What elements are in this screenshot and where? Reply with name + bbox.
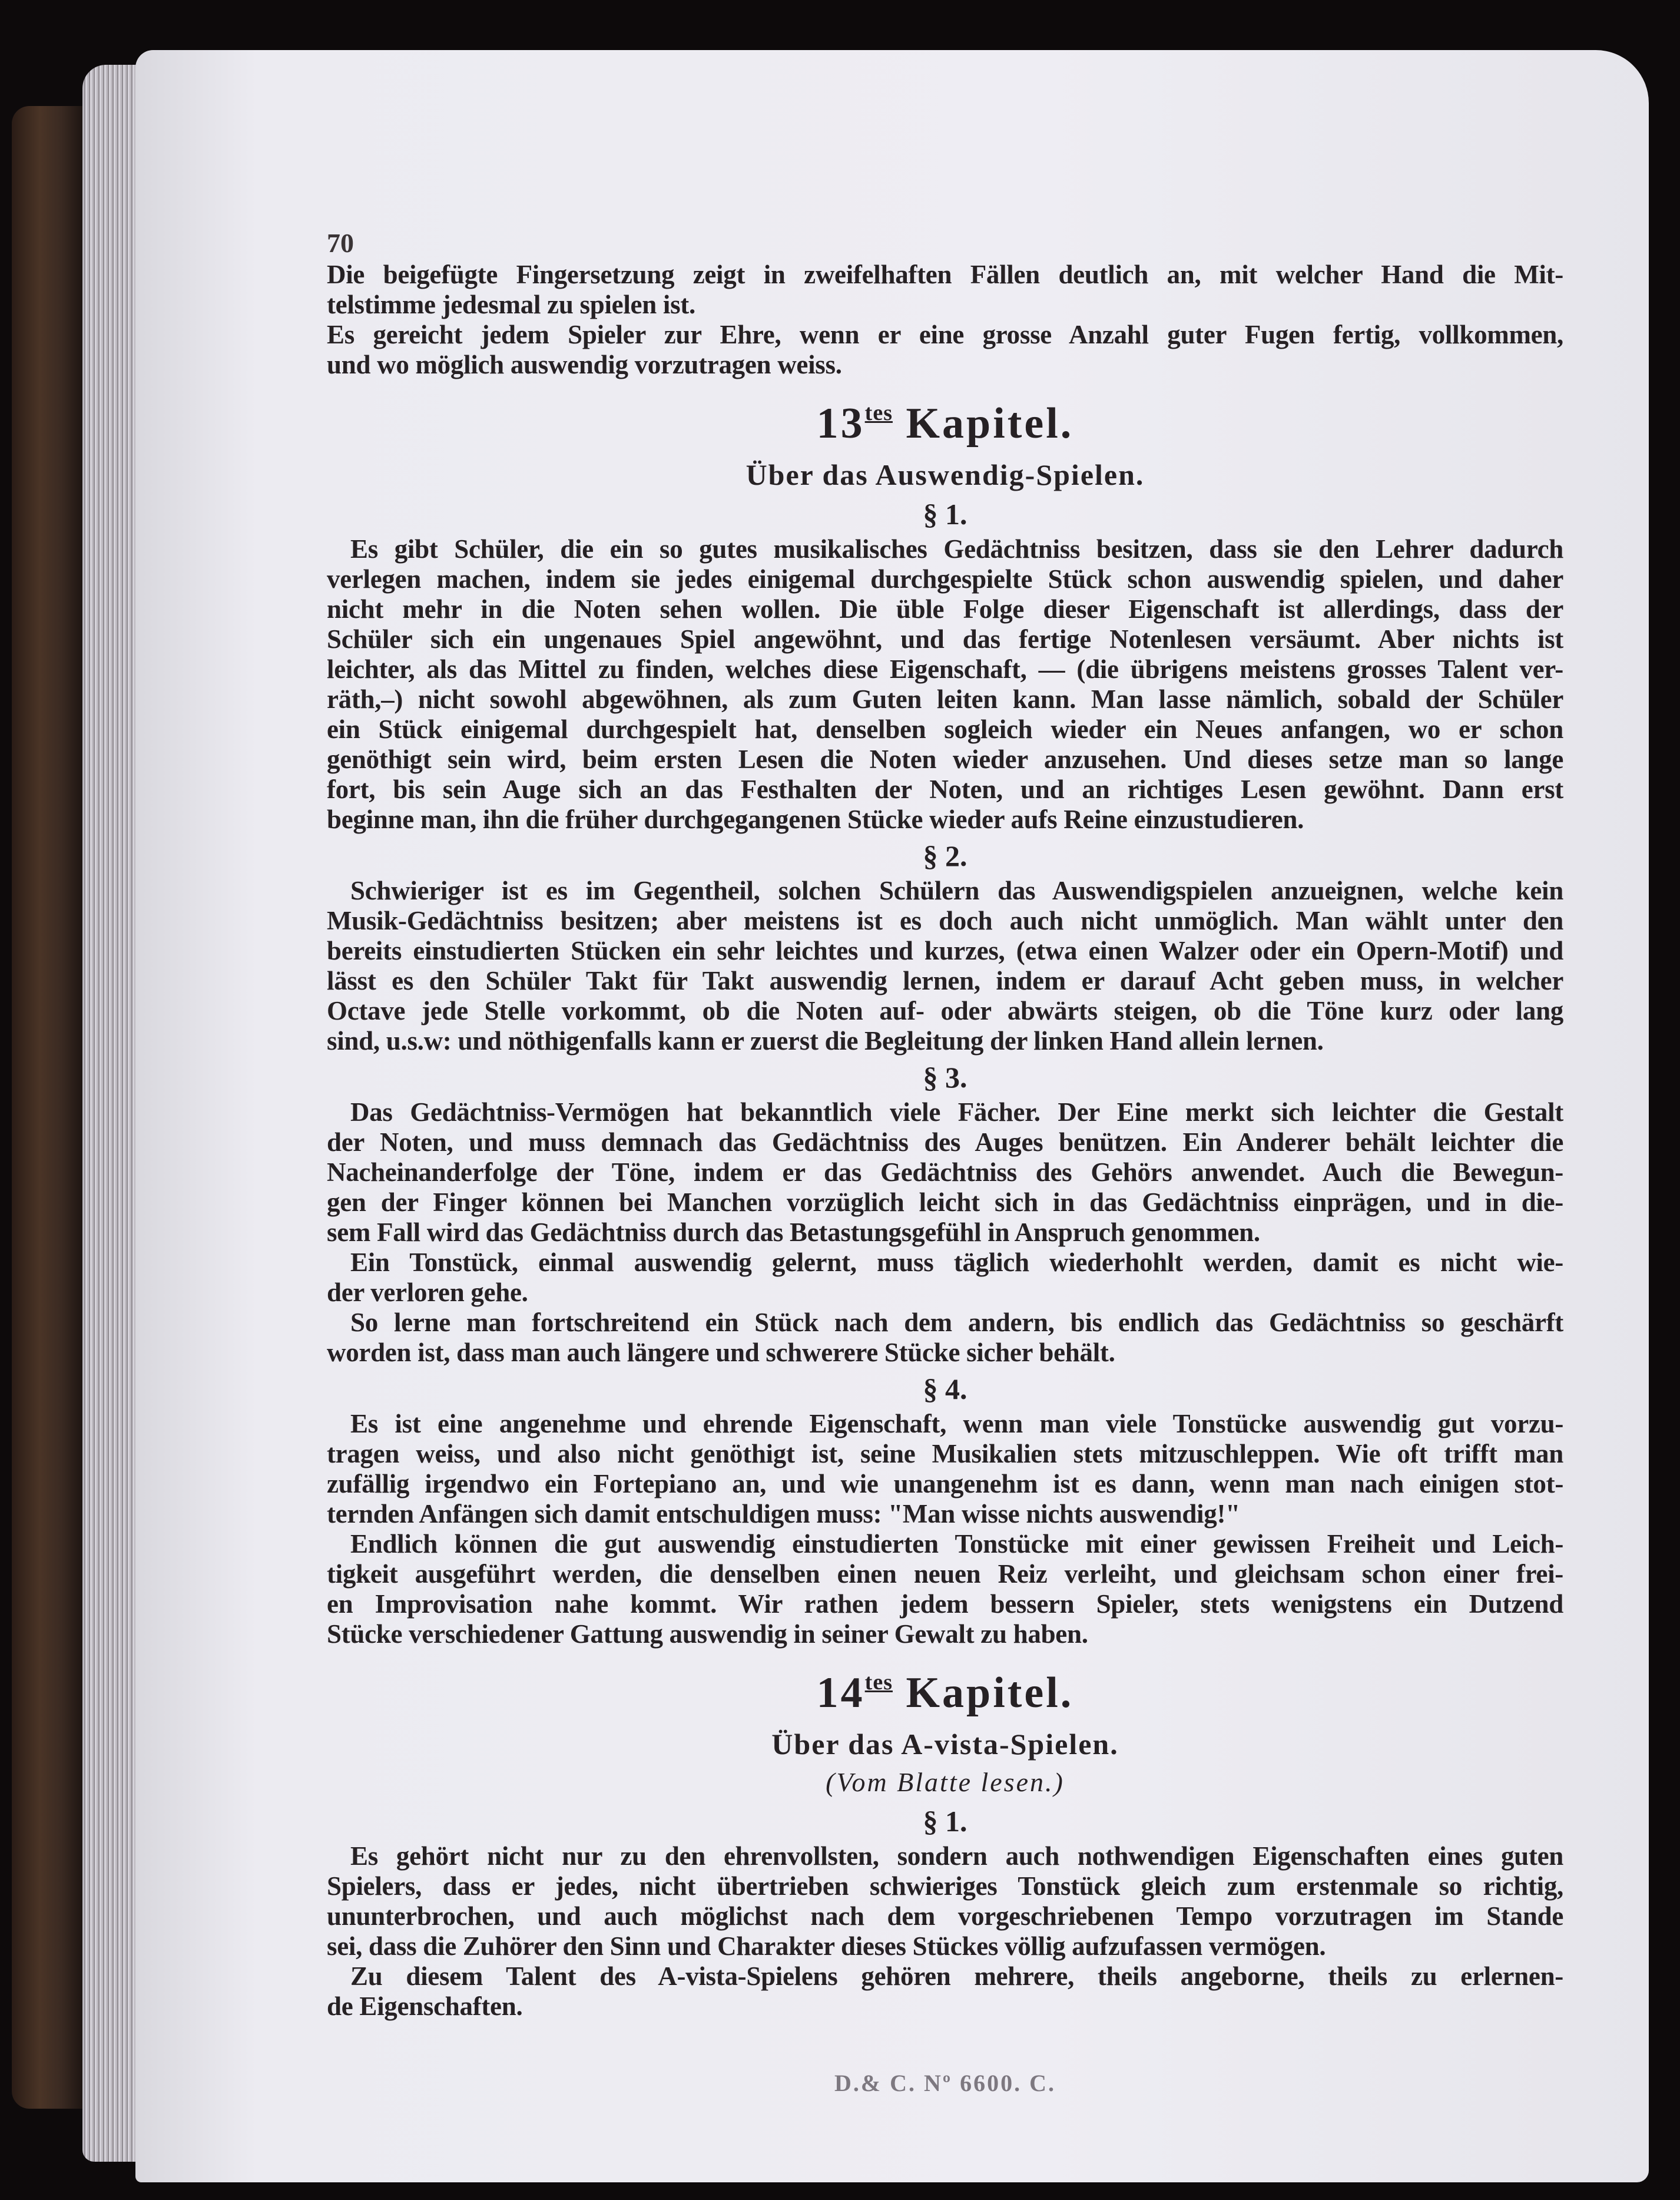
chapter-13-subtitle: Über das Auswendig-Spielen. <box>745 458 1145 491</box>
text-line: Stücke verschiedener Gattung auswendig in seiner Gewalt zu haben. <box>327 1619 1088 1649</box>
paragraph <box>327 1841 1563 1961</box>
text-line: Spielers, dass er jedes, nicht übertrieben schwieriges Tonstück gleich zum erstenmale so richtig, <box>327 1871 1563 1901</box>
chapter-title: Kapitel. <box>906 1669 1074 1717</box>
text-line: ununterbrochen, und auch möglichst nach dem vorgeschriebenen Tempo vorzutragen im Stande <box>327 1901 1563 1931</box>
text-line: der Noten, und muss demnach das Gedächtniss des Auges benützen. Ein Anderer behält leichter die <box>327 1127 1563 1157</box>
text-line: ternden Anfängen sich damit entschuldigen muss: "Man wisse nichts auswendig!" <box>327 1499 1240 1529</box>
section-label: § 1. <box>923 498 967 531</box>
text-line: sei, dass die Zuhörer den Sinn und Charakter dieses Stückes völlig aufzufassen vermögen. <box>327 1931 1326 1961</box>
text-line: Es gibt Schüler, die ein so gutes musikalisches Gedächtniss besitzen, dass sie den Lehrer dadurch <box>350 534 1563 564</box>
text-line: So lerne man fortschreitend ein Stück nach dem andern, bis endlich das Gedächtniss so geschärft <box>350 1308 1563 1337</box>
page-number: 70 <box>327 228 354 258</box>
text-line: Es gehört nicht nur zu den ehrenvollsten, sondern auch nothwendigen Eigenschaften eines guten <box>350 1841 1563 1871</box>
text-line: ein Stück einigemal durchgespielt hat, denselben sogleich wieder ein Neues anfangen, wo er schon <box>327 714 1563 744</box>
page-text <box>327 227 1563 2098</box>
section-label: § 2. <box>923 839 967 872</box>
paragraph <box>327 534 1563 835</box>
text-line: gen der Finger können bei Manchen vorzüglich leicht sich in das Gedächtniss einprägen, und in die- <box>327 1187 1563 1217</box>
text-line: sind, u.s.w: und nöthigenfalls kann er zuerst die Begleitung der linken Hand allein lernen. <box>327 1026 1324 1056</box>
section-label: § 3. <box>923 1061 967 1094</box>
text-line: Musik-Gedächtniss besitzen; aber meistens ist es doch auch nicht unmöglich. Man wählt unter den <box>327 906 1563 935</box>
text-line: bereits einstudierten Stücken ein sehr leichtes und kurzes, (etwa einen Walzer oder ein Opern-Motif) und <box>327 936 1563 965</box>
text-line: en Improvisation nahe kommt. Wir rathen jedem bessern Spieler, stets wenigstens ein Dutzend <box>327 1589 1563 1619</box>
text-line: lässt es den Schüler Takt für Takt auswendig lernen, indem er darauf Acht geben muss, in welcher <box>327 966 1563 995</box>
paragraph <box>327 1248 1563 1308</box>
paragraph <box>327 320 1563 380</box>
text-line: Zu diesem Talent des A-vista-Spielens gehören mehrere, theils angeborne, theils zu erlernen- <box>350 1961 1563 1991</box>
text-line: Nacheinanderfolge der Töne, indem er das Gedächtniss des Gehörs anwendet. Auch die Bewegun- <box>327 1157 1563 1187</box>
paragraph <box>327 1961 1563 2022</box>
text-line: fort, bis sein Auge sich an das Festhalten der Noten, und an richtiges Lesen gewöhnt. Dann erst <box>327 775 1563 804</box>
text-line: tragen weiss, und also nicht genöthigt ist, seine Musikalien stets mitzuschleppen. Wie oft trifft man <box>327 1439 1563 1468</box>
text-line: Octave jede Stelle vorkommt, ob die Noten auf- oder abwärts steigen, ob die Töne kurz oder lang <box>327 996 1563 1025</box>
text-line: worden ist, dass man auch längere und schwerere Stücke sicher behält. <box>327 1338 1115 1367</box>
text-line: verlegen machen, indem sie jedes einigemal durchgespielte Stück schon auswendig spielen, und daher <box>327 564 1563 594</box>
text-line: genöthigt sein wird, beim ersten Lesen die Noten wieder anzusehen. Und dieses setze man so lange <box>327 745 1563 774</box>
text-line: Schwieriger ist es im Gegentheil, solchen Schülern das Auswendigspielen anzueignen, welche kein <box>350 876 1563 905</box>
chapter-14-subtitle: Über das A-vista-Spielen. <box>771 1728 1119 1761</box>
text-line: beginne man, ihn die früher durchgegangenen Stücke wieder aufs Reine einzustudieren. <box>327 805 1304 834</box>
text-line: Ein Tonstück, einmal auswendig gelernt, muss täglich wiederhohlt werden, damit es nicht wie- <box>350 1248 1563 1277</box>
text-line: und wo möglich auswendig vorzutragen weiss. <box>327 350 842 379</box>
section-label: § 4. <box>923 1372 967 1405</box>
text-line: Die beigefügte Fingersetzung zeigt in zweifelhaften Fällen deutlich an, mit welcher Hand die Mit- <box>327 260 1563 289</box>
text-line: Das Gedächtniss-Vermögen hat bekanntlich viele Fächer. Der Eine merkt sich leichter die Gestalt <box>350 1097 1563 1127</box>
chapter-14-subsubtitle: (Vom Blatte lesen.) <box>826 1767 1065 1797</box>
text-line: nicht mehr in die Noten sehen wollen. Die üble Folge dieser Eigenschaft ist allerdings, dass der <box>327 594 1563 624</box>
chapter-suffix: tes <box>864 1670 893 1695</box>
text-line: leichter, als das Mittel zu finden, welches diese Eigenschaft, — (die übrigens meistens grosses Talent ver- <box>327 654 1563 684</box>
text-line: Endlich können die gut auswendig einstudierten Tonstücke mit einer gewissen Freiheit und Leich- <box>350 1529 1563 1559</box>
intro-block <box>327 260 1563 380</box>
plate-number: D.& C. Nº 6600. C. <box>834 2070 1056 2096</box>
paragraph <box>327 1097 1563 1248</box>
chapter-13-body <box>327 497 1563 1649</box>
chapter-13-heading <box>327 394 1563 453</box>
chapter-14-body <box>327 1804 1563 2022</box>
text-line: tigkeit ausgeführt werden, die denselben einen neuen Reiz verleiht, und gleichsam schon einer frei- <box>327 1559 1563 1589</box>
chapter-suffix: tes <box>864 401 893 425</box>
paragraph <box>327 876 1563 1056</box>
section-label: § 1. <box>923 1805 967 1838</box>
text-line: de Eigenschaften. <box>327 1991 523 2021</box>
text-line: zufällig irgendwo ein Fortepiano an, und wie unangenehm ist es dann, wenn man nach einigen stot- <box>327 1469 1563 1498</box>
paragraph <box>327 260 1563 320</box>
chapter-number: 14 <box>816 1669 865 1717</box>
text-line: räth,–) nicht sowohl abgewöhnen, als zum Guten leiten kann. Man lasse nämlich, sobald der Schüler <box>327 684 1563 714</box>
paragraph <box>327 1529 1563 1649</box>
text-line: Es gereicht jedem Spieler zur Ehre, wenn er eine grosse Anzahl guter Fugen fertig, vollkommen, <box>327 320 1563 349</box>
book-spine <box>12 106 82 2109</box>
chapter-14-heading <box>327 1663 1563 1722</box>
text-line: Es ist eine angenehme und ehrende Eigenschaft, wenn man viele Tonstücke auswendig gut vorzu- <box>350 1409 1563 1438</box>
chapter-title: Kapitel. <box>906 399 1074 448</box>
text-line: der verloren gehe. <box>327 1278 528 1307</box>
text-line: telstimme jedesmal zu spielen ist. <box>327 290 695 319</box>
paragraph <box>327 1308 1563 1368</box>
chapter-number: 13 <box>816 399 865 448</box>
paragraph <box>327 1409 1563 1529</box>
text-line: sem Fall wird das Gedächtniss durch das Betastungsgefühl in Anspruch genommen. <box>327 1218 1260 1247</box>
text-line: Schüler sich ein ungenaues Spiel angewöhnt, und das fertige Notenlesen versäumt. Aber nichts ist <box>327 624 1563 654</box>
